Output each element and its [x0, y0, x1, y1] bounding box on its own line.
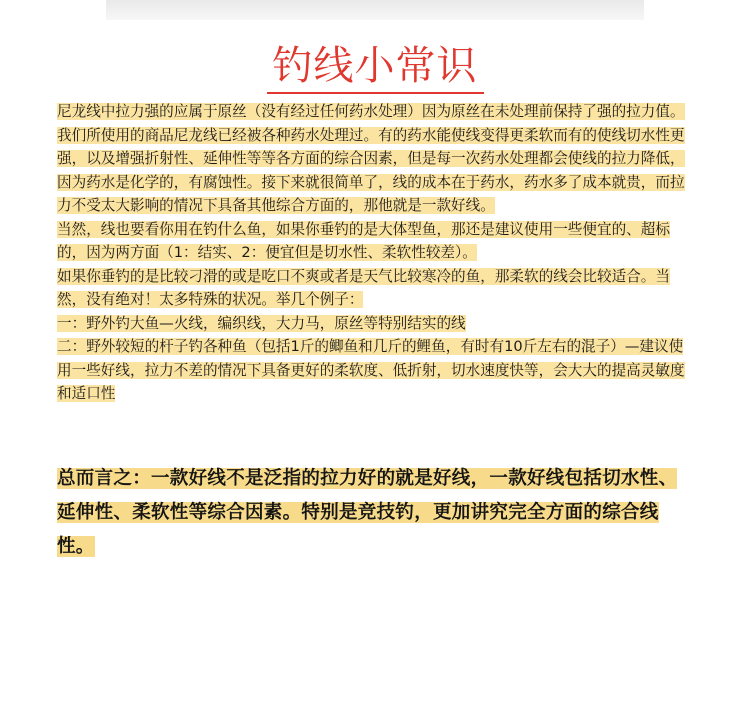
- paragraph-1-text: 尼龙线中拉力强的应属于原丝（没有经过任何药水处理）因为原丝在未处理前保持了强的拉力值。我们所使用的商品尼龙线已经被各种药水处理过。有的药水能使线变得更柔软而有的使线切水性更强，以及增强折射性、延伸性等等各方面的综合因素，但是每一次药水处理都会使线的拉力降低，因为药水是化学的，有腐蚀性。接下来就很简单了，线的成本在于药水，药水多了成本就贵，而拉力不受太大影响的情况下具备其他综合方面的，那他就是一款好线。: [57, 103, 685, 214]
- page-title: 钓线小常识: [267, 40, 484, 94]
- paragraph-3-text: 如果你垂钓的是比较刁滑的或是吃口不爽或者是天气比较寒冷的鱼，那柔软的线会比较适合。当然，没有绝对！太多特殊的状况。举几个例子：: [57, 267, 670, 308]
- paragraph-5: [57, 335, 697, 406]
- article-body: [57, 100, 697, 406]
- paragraph-1: [57, 100, 697, 218]
- summary-block: [57, 462, 687, 564]
- paragraph-4: [57, 312, 697, 336]
- paragraph-2: [57, 218, 697, 265]
- paragraph-2-text: 当然，线也要看你用在钓什么鱼，如果你垂钓的是大体型鱼，那还是建议使用一些便宜的、超标的，因为两方面（1：结实、2：便宜但是切水性、柔软性较差）。: [57, 220, 670, 261]
- top-image-strip: [106, 0, 644, 20]
- paragraph-4-text: 一：野外钓大鱼—火线，编织线，大力马，原丝等特别结实的线: [57, 314, 466, 332]
- summary-paragraph: [57, 462, 687, 564]
- title-container: [0, 40, 750, 94]
- paragraph-3: [57, 265, 697, 312]
- paragraph-5-text: 二：野外较短的杆子钓各种鱼（包括1斤的鲫鱼和几斤的鲤鱼，有时有10斤左右的混子）—建议使用一些好线，拉力不差的情况下具备更好的柔软度、低折射，切水速度快等，会大大的提高灵敏度和适口性: [57, 338, 685, 402]
- summary-text: 总而言之：一款好线不是泛指的拉力好的就是好线，一款好线包括切水性、延伸性、柔软性等综合因素。特别是竞技钓，更加讲究完全方面的综合线性。: [57, 468, 678, 557]
